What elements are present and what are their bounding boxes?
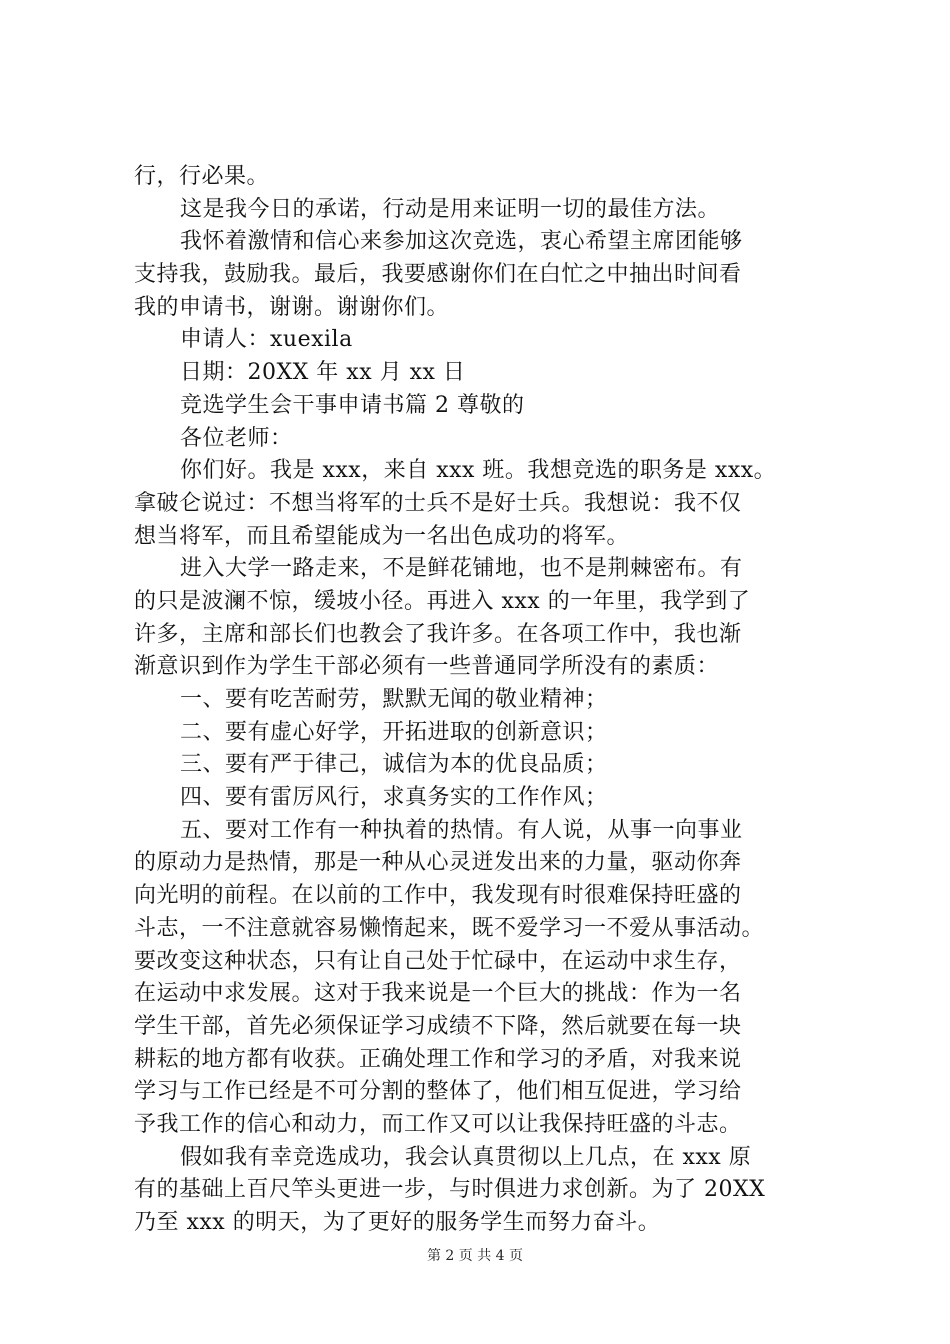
text-line: 予我工作的信心和动力，而工作又可以让我保持旺盛的斗志。 [134, 1111, 742, 1137]
text-line: 进入大学一路走来，不是鲜花铺地，也不是荆棘密布。有 [180, 556, 743, 582]
text-line: 竞选学生会干事申请书篇 2 尊敬的 [180, 392, 525, 418]
text-line: 日期：20XX 年 xx 月 xx 日 [180, 360, 466, 386]
text-line: 你们好。我是 xxx，来自 xxx 班。我想竞选的职务是 xxx。 [180, 458, 777, 484]
text-line: 我怀着激情和信心来参加这次竞选，衷心希望主席团能够 [180, 229, 743, 255]
text-line: 这是我今日的承诺，行动是用来证明一切的最佳方法。 [180, 196, 721, 222]
text-line: 各位老师： [180, 425, 293, 451]
text-line: 许多，主席和部长们也教会了我许多。在各项工作中，我也渐 [134, 621, 742, 647]
text-line: 想当将军，而且希望能成为一名出色成功的将军。 [134, 523, 630, 549]
text-line: 要改变这种状态，只有让自己处于忙碌中，在运动中求生存， [134, 948, 742, 974]
text-line: 耕耘的地方都有收获。正确处理工作和学习的矛盾，对我来说 [134, 1046, 742, 1072]
text-line: 在运动中求发展。这对于我来说是一个巨大的挑战：作为一名 [134, 981, 742, 1007]
text-line: 一、要有吃苦耐劳，默默无闻的敬业精神； [180, 687, 608, 712]
text-line: 行，行必果。 [134, 164, 270, 189]
text-line: 我的申请书，谢谢。谢谢你们。 [134, 294, 450, 320]
text-line: 有的基础上百尺竿头更进一步，与时俱进力求创新。为了 20XX [134, 1177, 766, 1203]
text-line: 渐意识到作为学生干部必须有一些普通同学所没有的素质： [134, 654, 720, 680]
text-line: 的只是波澜不惊，缓坡小径。再进入 xxx 的一年里，我学到了 [134, 588, 751, 614]
document-body [134, 161, 834, 1240]
page-footer: 第 2 页 共 4 页 [426, 1248, 524, 1264]
text-line: 的原动力是热情，那是一种从心灵迸发出来的力量，驱动你奔 [134, 850, 742, 876]
text-line: 支持我，鼓励我。最后，我要感谢你们在白忙之中抽出时间看 [134, 262, 742, 288]
text-line: 四、要有雷厉风行，求真务实的工作作风； [180, 785, 608, 811]
text-line: 五、要对工作有一种执着的热情。有人说，从事一向事业 [180, 817, 743, 843]
text-line: 学习与工作已经是不可分割的整体了，他们相互促进，学习给 [134, 1079, 742, 1105]
text-line: 三、要有严于律己，诚信为本的优良品质； [180, 752, 608, 778]
text-line: 学生干部，首先必须保证学习成绩不下降，然后就要在每一块 [134, 1013, 742, 1039]
text-line: 拿破仑说过：不想当将军的士兵不是好士兵。我想说：我不仅 [134, 490, 742, 516]
text-line: 假如我有幸竞选成功，我会认真贯彻以上几点，在 xxx 原 [180, 1144, 752, 1170]
text-line: 二、要有虚心好学，开拓进取的创新意识； [180, 719, 608, 745]
text-line: 乃至 xxx 的明天，为了更好的服务学生而努力奋斗。 [134, 1210, 661, 1235]
text-line: 斗志，一不注意就容易懒惰起来，既不爱学习一不爱从事活动。 [134, 915, 765, 941]
text-line: 向光明的前程。在以前的工作中，我发现有时很难保持旺盛的 [134, 883, 742, 909]
text-line: 申请人：xuexila [180, 327, 353, 353]
